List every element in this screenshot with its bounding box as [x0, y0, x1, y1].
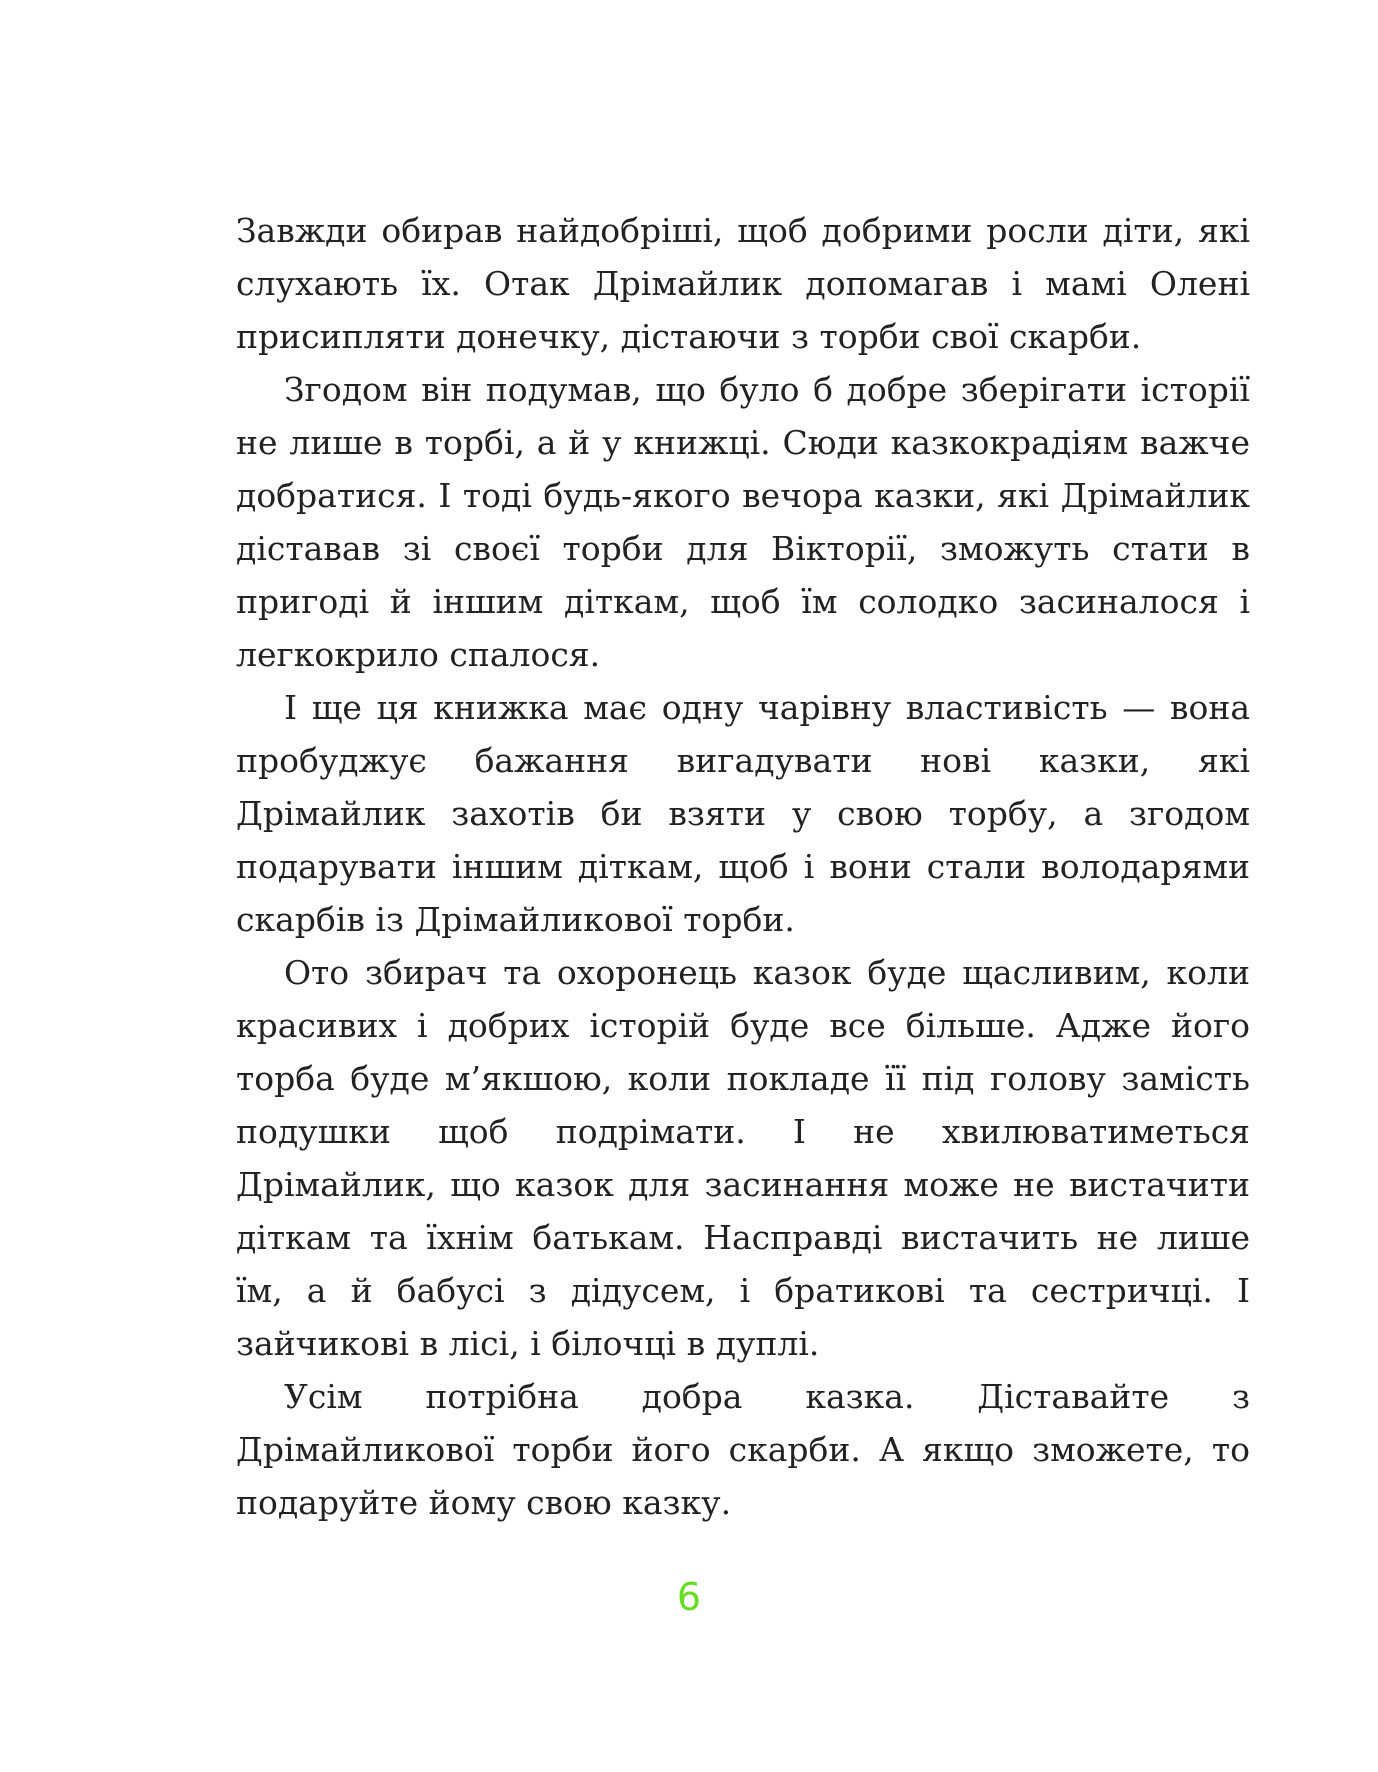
- page-number: 6: [676, 1575, 702, 1619]
- paragraph-3: І ще ця книжка має одну чарівну властивість — вона пробуджує бажання вигадувати нові казки, які Дрімайлик захотів би взяти у свою торбу, а згодом подарувати іншим діткам, щоб і вони стали володарями скарбів із Дрімайликової торби.: [236, 688, 1250, 939]
- paragraph-2: Згодом він подумав, що було б добре зберігати історії не лише в торбі, а й у книжці. Сюди казкокрадіям важче добратися. І тоді будь-якого вечора казки, які Дрімайлик діставав зі своєї торби для Вікторії, зможуть стати в пригоді й іншим діткам, щоб їм солодко засиналося і легкокрило спалося.: [236, 370, 1250, 674]
- paragraph-4: Ото збирач та охоронець казок буде щасливим, коли красивих і добрих історій буде все більше. Адже його торба буде м’якшою, коли покладе її під голову замість подушки щоб подрімати. І не хвилюватиметься Дрімайлик, що казок для засинання може не вистачити діткам та їхнім батькам. Насправді вистачить не лише їм, а й бабусі з дідусем, і братикові та сестричці. І зайчикові в лісі, і білочці в дуплі.: [236, 953, 1250, 1363]
- paragraph-1: Завжди обирав найдобріші, щоб добрими росли діти, які слухають їх. Отак Дрімайлик допомагав і мамі Олені присипляти донечку, дістаючи з торби свої скарби.: [236, 211, 1250, 356]
- body-text: [236, 204, 1250, 1529]
- paragraph-5: Усім потрібна добра казка. Діставайте з Дрімайликової торби його скарби. А якщо зможете, то подаруйте йому свою казку.: [236, 1377, 1250, 1522]
